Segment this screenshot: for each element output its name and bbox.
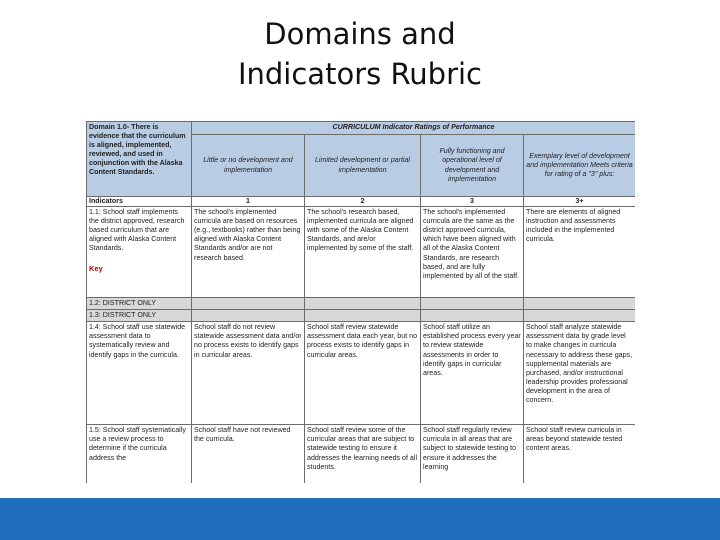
indicator-row-1-5	[87, 425, 636, 483]
indicator-row-1-1	[87, 207, 636, 298]
level-3-header: Fully functioning and operational level of development and implementation	[421, 135, 524, 197]
rating-cell-empty	[421, 298, 524, 310]
rating-cell-empty	[192, 298, 305, 310]
rubric-table	[86, 121, 635, 483]
rating-cell-1: School staff have not reviewed the curricula.	[192, 425, 305, 483]
indicator-row-1-3	[87, 310, 636, 322]
rating-cell-4: There are elements of aligned instruction and assessments included in the implemented curricula.	[524, 207, 636, 298]
rating-cell-empty	[305, 310, 421, 322]
level-numbers-row	[87, 197, 636, 207]
rating-cell-empty	[192, 310, 305, 322]
header-row-title	[87, 122, 636, 135]
level-number-2: 2	[305, 197, 421, 207]
rating-cell-4: School staff analyze statewide assessment data by grade level to make changes in curricula necessary to address these gaps, supplemental materials are purchased, and/or instructional leadership provides professional development in the area of concern.	[524, 322, 636, 425]
slide-title-line-2: Indicators Rubric	[237, 57, 483, 91]
indicator-cell: 1.4: School staff use statewide assessment data to systematically review and identify gaps in the curricula.	[87, 322, 192, 425]
rating-cell-2: School staff review statewide assessment data each year, but no process exists to identify gaps in curricular areas.	[305, 322, 421, 425]
rating-cell-empty	[305, 298, 421, 310]
rating-cell-empty	[524, 298, 636, 310]
rubric-table-image	[86, 121, 635, 483]
rating-cell-3: School staff regularly review curricula in all areas that are subject to statewide testing to ensure it addresses the learning	[421, 425, 524, 483]
indicator-cell	[87, 207, 192, 298]
indicator-row-1-4	[87, 322, 636, 425]
slide-title-line-1: Domains and	[264, 17, 456, 51]
indicator-cell: 1.5: School staff systematically use a review process to determine if the curricula address the	[87, 425, 192, 483]
level-2-header: Limited development or partial implementation	[305, 135, 421, 197]
rating-cell-2: The school's research based, implemented curricula are aligned with some of the Alaska Content Standards, and are/or implemented by some of the staff.	[305, 207, 421, 298]
domain-header-cell: Domain 1.0- There is evidence that the curriculum is aligned, implemented, reviewed, and used in conjunction with the Alaska Content Standards.	[87, 122, 192, 197]
footer-accent-bar	[0, 498, 720, 540]
rating-cell-1: School staff do not review statewide assessment data and/or no process exists to identify gaps in curricular areas.	[192, 322, 305, 425]
slide-title	[0, 14, 720, 94]
indicators-label: Indicators	[87, 197, 192, 207]
indicator-text: 1.1: School staff implements the district approved, research based curriculum that are aligned with Alaska Content Standards.	[89, 208, 185, 253]
level-number-3: 3	[421, 197, 524, 207]
rating-cell-3: The school's implemented curricula are the same as the district approved curricula, which have been aligned with all of the Alaska Content Standards, are research based, and are fully implemented by all of the staff.	[421, 207, 524, 298]
rating-cell-2: School staff review some of the curricular areas that are subject to statewide testing to ensure it addresses the learning needs of all students.	[305, 425, 421, 483]
rating-cell-3: School staff utilize an established process every year to review statewide assessments in order to identify gaps in curricular areas.	[421, 322, 524, 425]
ratings-title-cell: CURRICULUM Indicator Ratings of Performance	[192, 122, 636, 135]
level-1-header: Little or no development and implementation	[192, 135, 305, 197]
indicator-cell: 1.2: DISTRICT ONLY	[87, 298, 192, 310]
level-number-1: 1	[192, 197, 305, 207]
level-4-header: Exemplary level of development and implementation Meets criteria for rating of a "3" plus:	[524, 135, 636, 197]
rating-cell-empty	[421, 310, 524, 322]
key-label: Key	[89, 263, 103, 273]
indicator-row-1-2	[87, 298, 636, 310]
rating-cell-1: The school's implemented curricula are based on resources (e.g., textbooks) rather than being aligned with Alaska Content Standards and/or are not research based.	[192, 207, 305, 298]
indicator-cell: 1.3: DISTRICT ONLY	[87, 310, 192, 322]
rating-cell-4: School staff review curricula in areas beyond statewide tested content areas.	[524, 425, 636, 483]
rating-cell-empty	[524, 310, 636, 322]
level-number-3-plus: 3+	[524, 197, 636, 207]
